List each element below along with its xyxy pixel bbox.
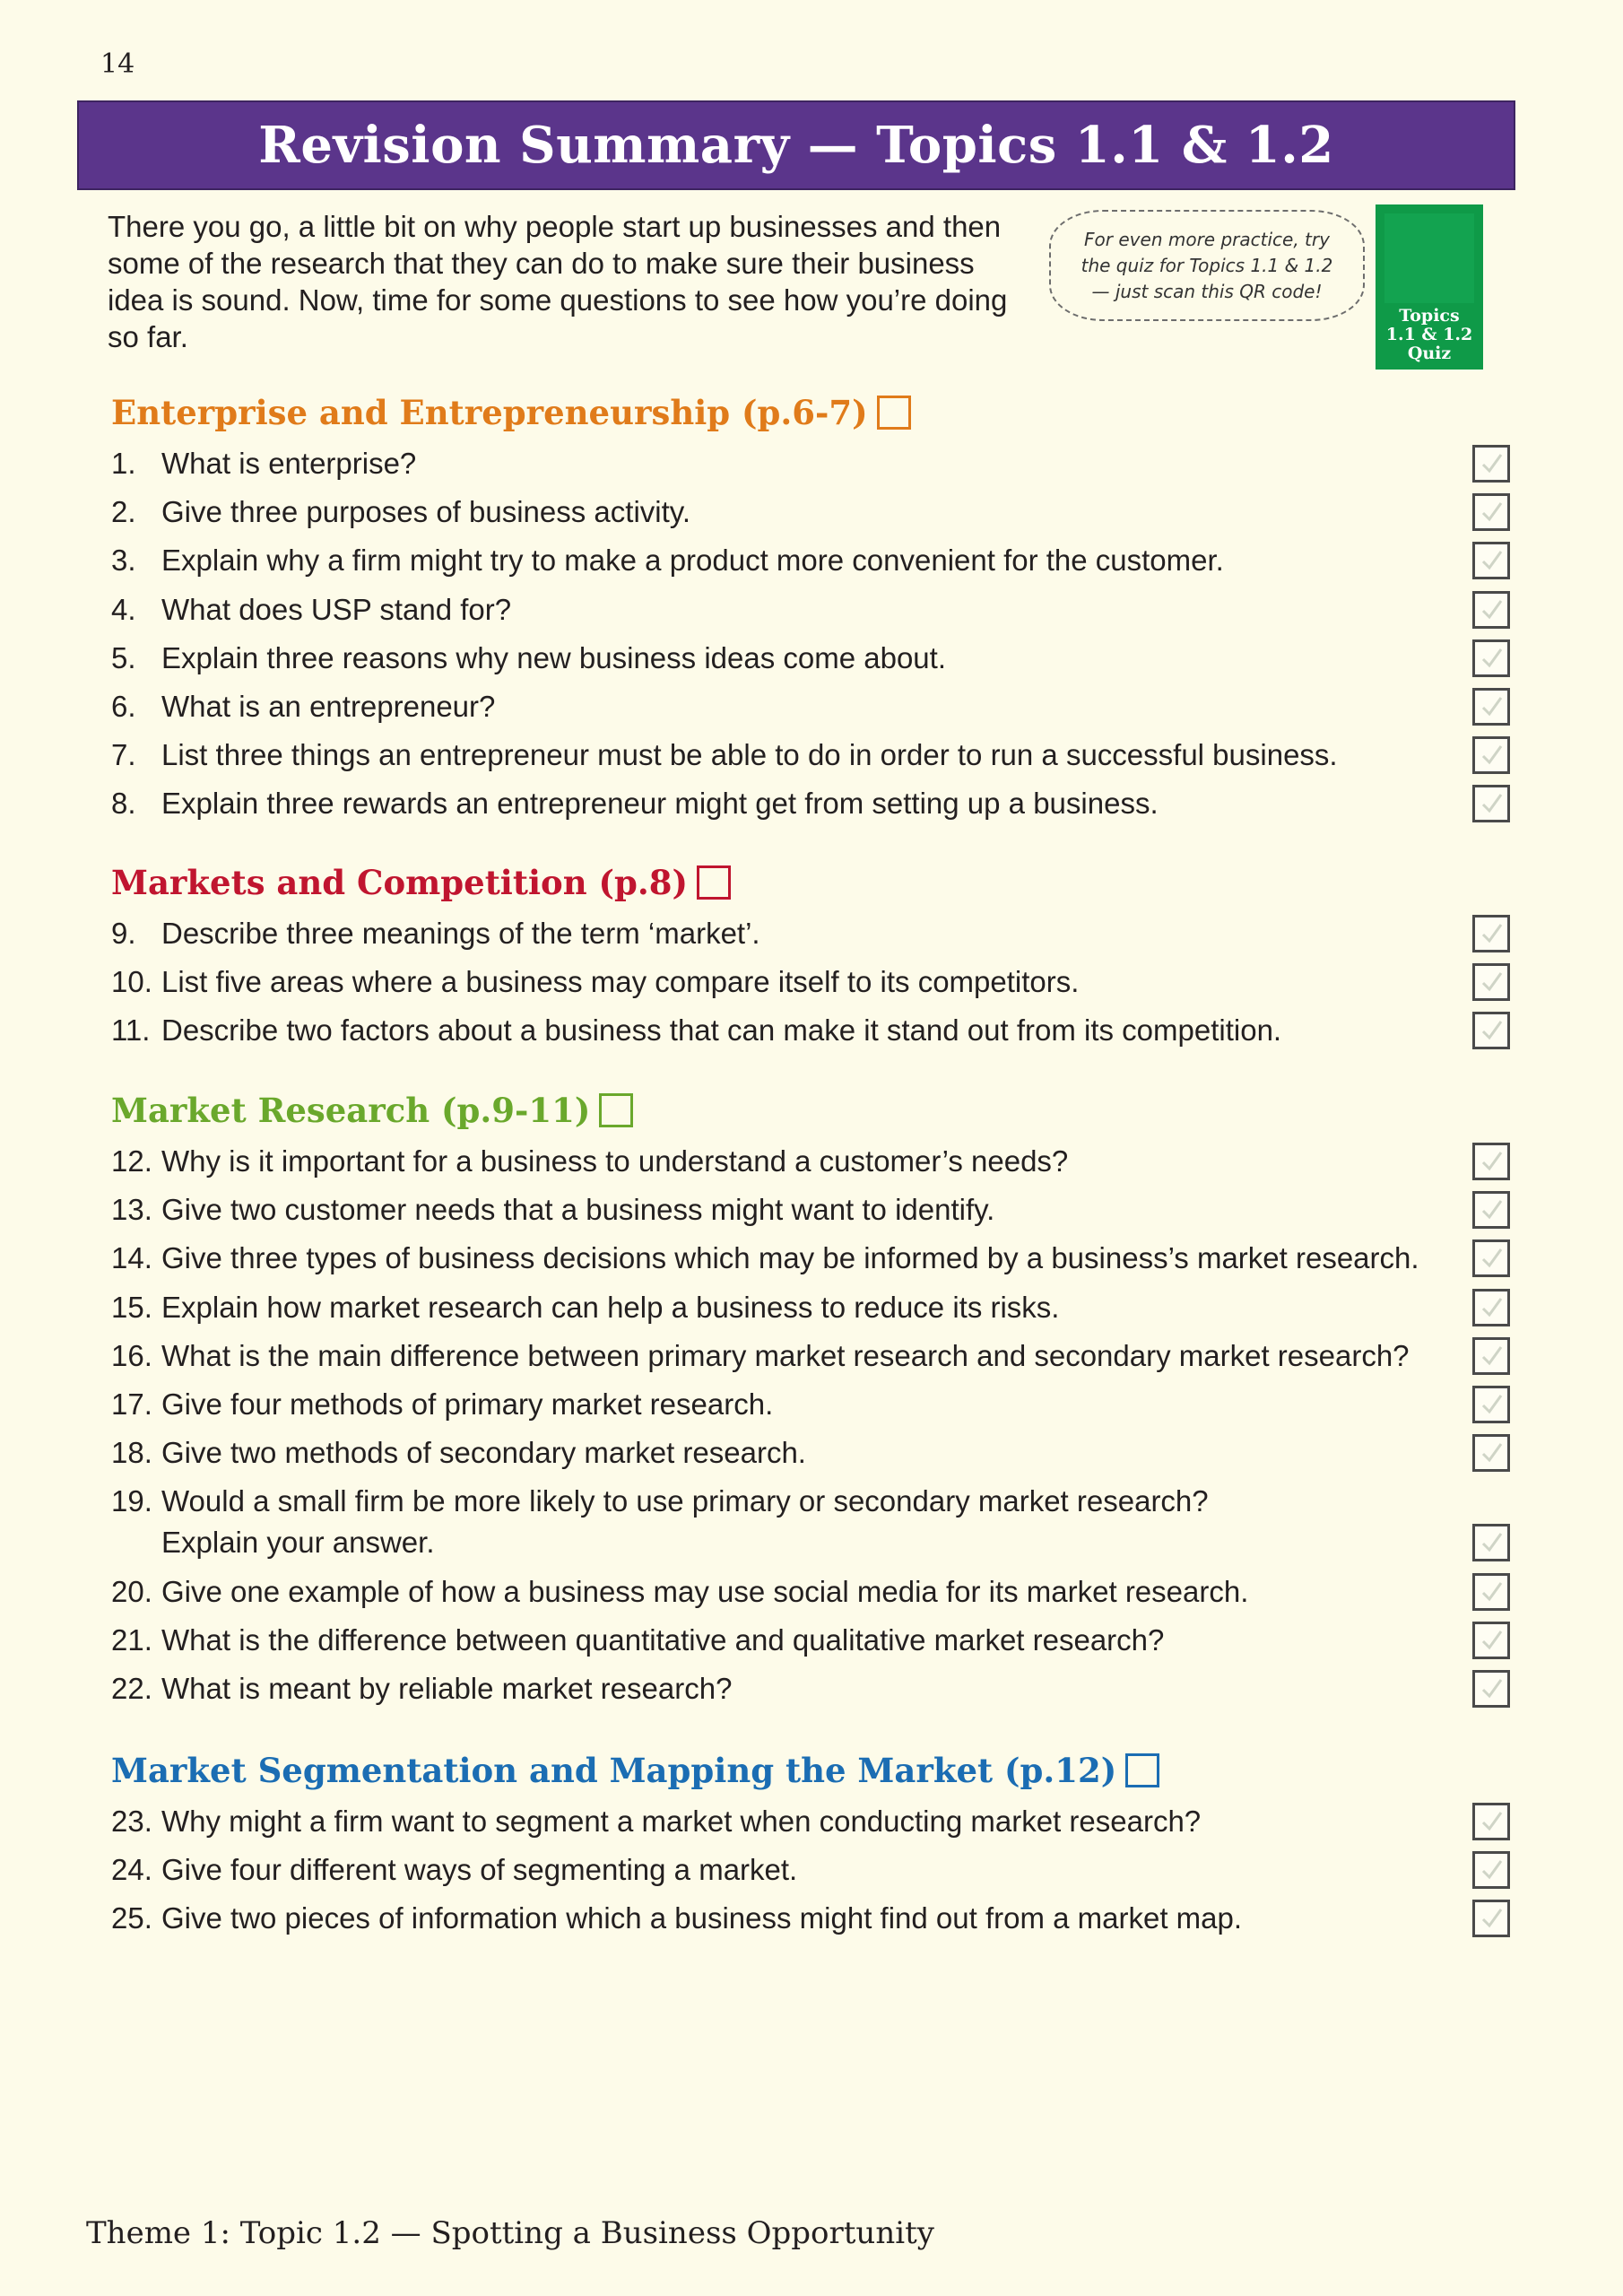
check-icon (1480, 792, 1504, 815)
question-item (111, 1620, 1164, 1661)
check-icon (1480, 1344, 1504, 1368)
question-item (111, 1141, 1068, 1182)
question-checkbox[interactable] (1472, 1337, 1510, 1375)
check-icon (1480, 1677, 1504, 1700)
question-text: Describe two factors about a business that can make it stand out from its competition. (161, 1013, 1282, 1048)
question-number: 5. (111, 640, 136, 674)
question-checkbox[interactable] (1472, 1191, 1510, 1229)
section-checkbox[interactable] (697, 865, 731, 900)
question-checkbox[interactable] (1472, 639, 1510, 677)
question-checkbox[interactable] (1472, 785, 1510, 822)
question-text: Explain three rewards an entrepreneur might get from setting up a business. (161, 787, 1159, 821)
check-icon (1480, 500, 1504, 524)
question-checkbox[interactable] (1472, 445, 1510, 483)
question-checkbox[interactable] (1472, 1012, 1510, 1049)
section-heading-text: Markets and Competition (p.8) (111, 863, 688, 902)
question-text: Would a small firm be more likely to use primary or secondary market research? (161, 1484, 1209, 1518)
question-number: 25. (111, 1901, 152, 1935)
section-checkbox[interactable] (877, 396, 911, 430)
question-item (111, 1010, 1281, 1051)
question-checkbox[interactable] (1472, 1803, 1510, 1840)
question-text: Give four methods of primary market research. (161, 1387, 774, 1421)
question-number: 19. (111, 1484, 152, 1518)
question-item (111, 589, 511, 631)
question-checkbox[interactable] (1472, 1670, 1510, 1708)
question-number: 23. (111, 1805, 152, 1838)
question-checkbox[interactable] (1472, 1622, 1510, 1659)
question-checkbox[interactable] (1472, 1524, 1510, 1561)
practice-note-text: For even more practice, try the quiz for Topics 1.1 & 1.2 — just scan this QR code! (1081, 228, 1333, 302)
question-number: 17. (111, 1387, 152, 1421)
check-icon (1480, 1198, 1504, 1222)
question-checkbox[interactable] (1472, 736, 1510, 774)
question-number: 14. (111, 1241, 152, 1275)
question-number: 15. (111, 1290, 152, 1324)
question-number: 21. (111, 1622, 152, 1657)
check-icon (1480, 1907, 1504, 1930)
question-item (111, 1571, 1248, 1613)
check-icon (1480, 970, 1504, 994)
check-icon (1480, 1858, 1504, 1882)
check-icon (1480, 598, 1504, 622)
qr-code-icon (1384, 213, 1474, 303)
question-item (111, 1335, 1410, 1377)
quiz-label: Topics 1.1 & 1.2 Quiz (1385, 306, 1473, 363)
check-icon (1480, 1150, 1504, 1173)
question-item (111, 961, 1079, 1003)
question-checkbox[interactable] (1472, 963, 1510, 1001)
question-checkbox[interactable] (1472, 1434, 1510, 1472)
page-number: 14 (100, 48, 135, 80)
question-checkbox[interactable] (1472, 1386, 1510, 1423)
question-item (111, 1849, 797, 1891)
question-number: 4. (111, 592, 136, 626)
question-checkbox[interactable] (1472, 688, 1510, 726)
question-item (111, 1189, 994, 1231)
question-text: What is an entrepreneur? (161, 690, 496, 723)
question-checkbox[interactable] (1472, 1900, 1510, 1937)
check-icon (1480, 1810, 1504, 1833)
question-text: Give two methods of secondary market research. (161, 1436, 806, 1470)
check-icon (1480, 1441, 1504, 1465)
check-icon (1480, 549, 1504, 572)
question-item (111, 1898, 1242, 1939)
section-heading-enterprise (111, 393, 911, 432)
question-number: 1. (111, 447, 136, 480)
question-item (111, 540, 1224, 581)
title-banner (77, 100, 1515, 190)
check-icon (1480, 647, 1504, 670)
question-item (111, 1287, 1059, 1328)
question-item (111, 1668, 732, 1709)
question-text: Why might a firm want to segment a market when conducting market research? (161, 1805, 1202, 1838)
question-text: Explain how market research can help a business to reduce its risks. (161, 1290, 1060, 1324)
question-number: 9. (111, 917, 136, 950)
question-item (111, 1801, 1201, 1842)
question-text: List three things an entrepreneur must be able to do in order to run a successful business. (161, 738, 1338, 772)
footer: Theme 1: Topic 1.2 — Spotting a Business Opportunity (86, 2215, 934, 2251)
question-text: What is meant by reliable market research? (161, 1672, 733, 1705)
question-number: 11. (111, 1013, 151, 1048)
question-text: Explain why a firm might try to make a product more convenient for the customer. (161, 544, 1224, 578)
page-title: Revision Summary — Topics 1.1 & 1.2 (258, 116, 1334, 175)
question-number: 16. (111, 1338, 152, 1372)
check-icon (1480, 1019, 1504, 1042)
check-icon (1480, 452, 1504, 475)
question-number: 12. (111, 1144, 152, 1178)
question-number: 13. (111, 1193, 152, 1227)
question-text: What is enterprise? (161, 447, 417, 480)
check-icon (1480, 1247, 1504, 1270)
check-icon (1480, 744, 1504, 767)
check-icon (1480, 1580, 1504, 1604)
question-text: List five areas where a business may compare itself to its competitors. (161, 965, 1080, 999)
question-number: 7. (111, 738, 136, 772)
question-text: What is the difference between quantitative and qualitative market research? (161, 1622, 1165, 1657)
question-checkbox[interactable] (1472, 1289, 1510, 1326)
check-icon (1480, 1296, 1504, 1319)
practice-note (1049, 210, 1365, 321)
question-item (111, 443, 416, 484)
question-number: 20. (111, 1574, 152, 1608)
question-text: Give four different ways of segmenting a market. (161, 1853, 798, 1887)
question-checkbox[interactable] (1472, 1239, 1510, 1277)
question-text: Give two pieces of information which a business might find out from a market map. (161, 1901, 1243, 1935)
question-text: Give two customer needs that a business might want to identify. (161, 1193, 995, 1227)
question-checkbox[interactable] (1472, 1573, 1510, 1611)
section-heading-text: Market Research (p.9-11) (111, 1091, 591, 1130)
section-checkbox[interactable] (1125, 1753, 1159, 1787)
question-number: 2. (111, 495, 136, 529)
question-text: Give one example of how a business may use social media for its market research. (161, 1574, 1249, 1608)
question-text: Give three purposes of business activity. (161, 495, 691, 529)
check-icon (1480, 1393, 1504, 1416)
question-text-continued: Explain your answer. (161, 1526, 435, 1560)
question-checkbox[interactable] (1472, 915, 1510, 952)
question-item (111, 1238, 1419, 1279)
question-checkbox[interactable] (1472, 493, 1510, 531)
section-heading-markets (111, 863, 731, 902)
question-number: 22. (111, 1672, 152, 1705)
question-item (111, 913, 760, 954)
question-number: 8. (111, 787, 136, 821)
question-item (111, 735, 1338, 776)
question-checkbox[interactable] (1472, 591, 1510, 629)
check-icon (1480, 922, 1504, 945)
question-item (111, 783, 1159, 824)
section-heading-text: Enterprise and Entrepreneurship (p.6-7) (111, 393, 868, 432)
question-text: What is the main difference between primary market research and secondary market research? (161, 1338, 1410, 1372)
question-checkbox[interactable] (1472, 542, 1510, 579)
question-text: What does USP stand for? (161, 592, 512, 626)
section-heading-research (111, 1091, 633, 1130)
section-heading-segmentation (111, 1751, 1159, 1790)
question-text: Describe three meanings of the term ‘market’. (161, 917, 760, 950)
question-item (111, 1384, 773, 1425)
question-checkbox[interactable] (1472, 1851, 1510, 1889)
section-heading-text: Market Segmentation and Mapping the Market (p.12) (111, 1751, 1117, 1790)
check-icon (1480, 1531, 1504, 1554)
question-number: 3. (111, 544, 136, 578)
question-item (111, 638, 946, 679)
question-item (111, 1432, 806, 1474)
question-item (111, 686, 495, 727)
check-icon (1480, 695, 1504, 718)
question-text: Give three types of business decisions which may be informed by a business’s market research. (161, 1241, 1419, 1275)
question-text: Why is it important for a business to understand a customer’s needs? (161, 1144, 1069, 1178)
question-checkbox[interactable] (1472, 1143, 1510, 1180)
question-number: 10. (111, 965, 152, 999)
question-item (111, 491, 690, 533)
quiz-qr-code[interactable] (1376, 204, 1483, 370)
section-checkbox[interactable] (599, 1093, 633, 1127)
check-icon (1480, 1629, 1504, 1652)
question-number: 18. (111, 1436, 152, 1470)
question-item (111, 1481, 1209, 1563)
question-number: 6. (111, 690, 136, 723)
question-text: Explain three reasons why new business ideas come about. (161, 640, 946, 674)
intro-paragraph: There you go, a little bit on why people start up businesses and then some of the research that they can do to make sure their business idea is sound. Now, time for some questions to see how you’re doing so far. (108, 210, 1008, 353)
question-number: 24. (111, 1853, 152, 1887)
